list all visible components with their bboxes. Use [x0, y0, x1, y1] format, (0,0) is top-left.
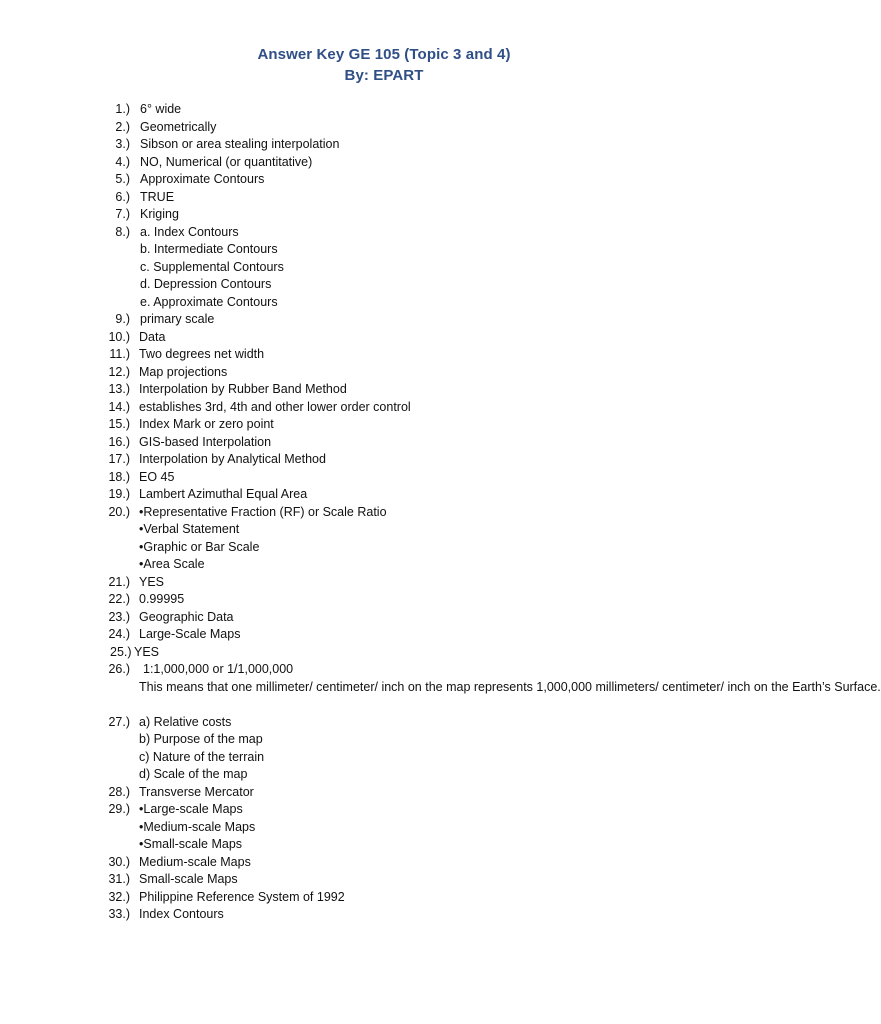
item-text: Map projections	[139, 364, 228, 379]
item-number: 14.)	[108, 399, 130, 414]
item-number: 21.)	[108, 574, 130, 589]
list-subitem	[0, 294, 768, 312]
item-text: Data	[139, 329, 166, 344]
item-text: •Representative Fraction (RF) or Scale Ratio	[139, 504, 387, 519]
item-number: 28.)	[108, 784, 130, 799]
item-text: •Small-scale Maps	[139, 837, 243, 851]
item-number: 10.)	[108, 329, 130, 344]
answer-list	[0, 101, 881, 924]
item-text: Philippine Reference System of 1992	[139, 889, 345, 904]
item-text: •Graphic or Bar Scale	[139, 539, 260, 554]
list-item	[0, 101, 768, 119]
item-explanation: This means that one millimeter/ centimeter/ inch on the map represents 1,000,000 millimeters/ centimeter/ inch on the Earth’s Surface.	[139, 679, 881, 694]
item-number: 9.)	[115, 312, 130, 326]
item-number: 33.)	[108, 907, 130, 921]
item-number: 22.)	[108, 592, 130, 606]
item-text: Large-Scale Maps	[139, 627, 241, 641]
list-item	[0, 574, 768, 592]
item-number: 19.)	[108, 487, 130, 501]
item-number: 2.)	[115, 119, 130, 134]
item-number: 16.)	[108, 434, 130, 449]
list-item	[0, 189, 768, 207]
item-text: •Area Scale	[139, 557, 205, 571]
item-text: Kriging	[140, 207, 179, 221]
list-subitem	[0, 539, 768, 557]
item-text: primary scale	[140, 312, 215, 326]
item-text: Geographic Data	[139, 609, 234, 624]
list-item	[0, 224, 768, 242]
item-number: 15.)	[108, 417, 130, 431]
item-text: •Medium-scale Maps	[139, 819, 256, 834]
list-item	[0, 644, 768, 662]
list-item	[0, 609, 768, 627]
list-subitem	[0, 749, 768, 767]
item-text: d. Depression Contours	[140, 277, 272, 291]
item-text: Small-scale Maps	[139, 872, 238, 886]
item-text: Lambert Azimuthal Equal Area	[139, 487, 308, 501]
list-subitem	[0, 679, 881, 714]
list-item	[0, 206, 768, 224]
list-item	[0, 801, 768, 819]
item-text: Interpolation by Rubber Band Method	[139, 382, 347, 396]
list-subitem	[0, 241, 768, 259]
list-subitem	[0, 731, 768, 749]
item-text: YES	[134, 644, 160, 659]
item-text: 0.99995	[139, 592, 185, 606]
item-text: GIS-based Interpolation	[139, 434, 272, 449]
list-item	[0, 591, 768, 609]
list-item	[0, 854, 768, 872]
item-number: 1.)	[115, 102, 130, 116]
item-number: 20.)	[108, 504, 130, 519]
item-number: 18.)	[108, 469, 130, 484]
item-text: TRUE	[140, 189, 175, 204]
item-text: a) Relative costs	[139, 714, 232, 729]
list-item	[0, 154, 768, 172]
item-number: 24.)	[108, 627, 130, 641]
item-text: Interpolation by Analytical Method	[139, 452, 326, 466]
list-item	[0, 714, 768, 732]
item-text: Index Contours	[139, 907, 224, 921]
list-subitem	[0, 521, 768, 539]
item-number: 25.)	[110, 644, 132, 659]
list-item	[0, 486, 768, 504]
list-item	[0, 346, 768, 364]
item-number: 26.)	[108, 662, 130, 676]
item-text: Sibson or area stealing interpolation	[140, 137, 340, 151]
item-text: d) Scale of the map	[139, 767, 248, 781]
item-number: 13.)	[108, 382, 130, 396]
item-text: e. Approximate Contours	[140, 294, 278, 309]
page-author: By: EPART	[344, 67, 424, 84]
item-text: b) Purpose of the map	[139, 732, 263, 746]
item-text: •Verbal Statement	[139, 522, 240, 536]
item-text: Geometrically	[140, 119, 217, 134]
item-text: Transverse Mercator	[139, 784, 254, 799]
list-subitem	[0, 556, 768, 574]
list-subitem	[0, 259, 768, 277]
list-item	[0, 626, 768, 644]
item-text: b. Intermediate Contours	[140, 242, 278, 256]
list-item	[0, 889, 768, 907]
item-text: Two degrees net width	[139, 347, 265, 361]
list-item	[0, 399, 768, 417]
list-item	[0, 906, 768, 924]
list-item	[0, 469, 768, 487]
list-item	[0, 136, 768, 154]
item-text: EO 45	[139, 469, 175, 484]
list-item	[0, 381, 768, 399]
page-title: Answer Key GE 105 (Topic 3 and 4)	[257, 46, 511, 63]
item-text: c) Nature of the terrain	[139, 749, 265, 764]
list-subitem	[0, 766, 768, 784]
list-item	[0, 119, 768, 137]
item-text: NO, Numerical (or quantitative)	[140, 154, 313, 169]
item-number: 29.)	[108, 802, 130, 816]
list-item	[0, 171, 768, 189]
item-text: Approximate Contours	[140, 172, 265, 186]
list-item	[0, 504, 768, 522]
list-item	[0, 871, 768, 889]
list-item	[0, 364, 768, 382]
item-number: 4.)	[115, 154, 130, 169]
list-item	[0, 451, 768, 469]
item-text: Medium-scale Maps	[139, 854, 251, 869]
item-text: a. Index Contours	[140, 224, 239, 239]
item-text: YES	[139, 574, 165, 589]
item-number: 32.)	[108, 889, 130, 904]
item-number: 17.)	[108, 452, 130, 466]
item-text: establishes 3rd, 4th and other lower order control	[139, 399, 411, 414]
list-item	[0, 416, 768, 434]
item-number: 8.)	[115, 224, 130, 239]
item-number: 5.)	[115, 172, 130, 186]
item-number: 27.)	[108, 714, 130, 729]
list-item	[0, 329, 768, 347]
item-text: •Large-scale Maps	[139, 802, 243, 816]
list-subitem	[0, 836, 768, 854]
item-number: 11.)	[109, 347, 130, 361]
item-number: 7.)	[115, 207, 130, 221]
item-text: c. Supplemental Contours	[140, 259, 284, 274]
list-subitem	[0, 819, 768, 837]
item-number: 3.)	[115, 137, 130, 151]
item-number: 12.)	[108, 364, 130, 379]
list-item	[0, 784, 768, 802]
item-text: 1:1,000,000 or 1/1,000,000	[143, 662, 294, 676]
item-text: Index Mark or zero point	[139, 417, 274, 431]
list-item	[0, 661, 768, 679]
item-number: 23.)	[108, 609, 130, 624]
item-number: 30.)	[108, 854, 130, 869]
item-number: 31.)	[108, 872, 130, 886]
list-item	[0, 311, 768, 329]
item-number: 6.)	[115, 189, 130, 204]
list-item	[0, 434, 768, 452]
list-subitem	[0, 276, 768, 294]
item-text: 6° wide	[140, 102, 182, 116]
